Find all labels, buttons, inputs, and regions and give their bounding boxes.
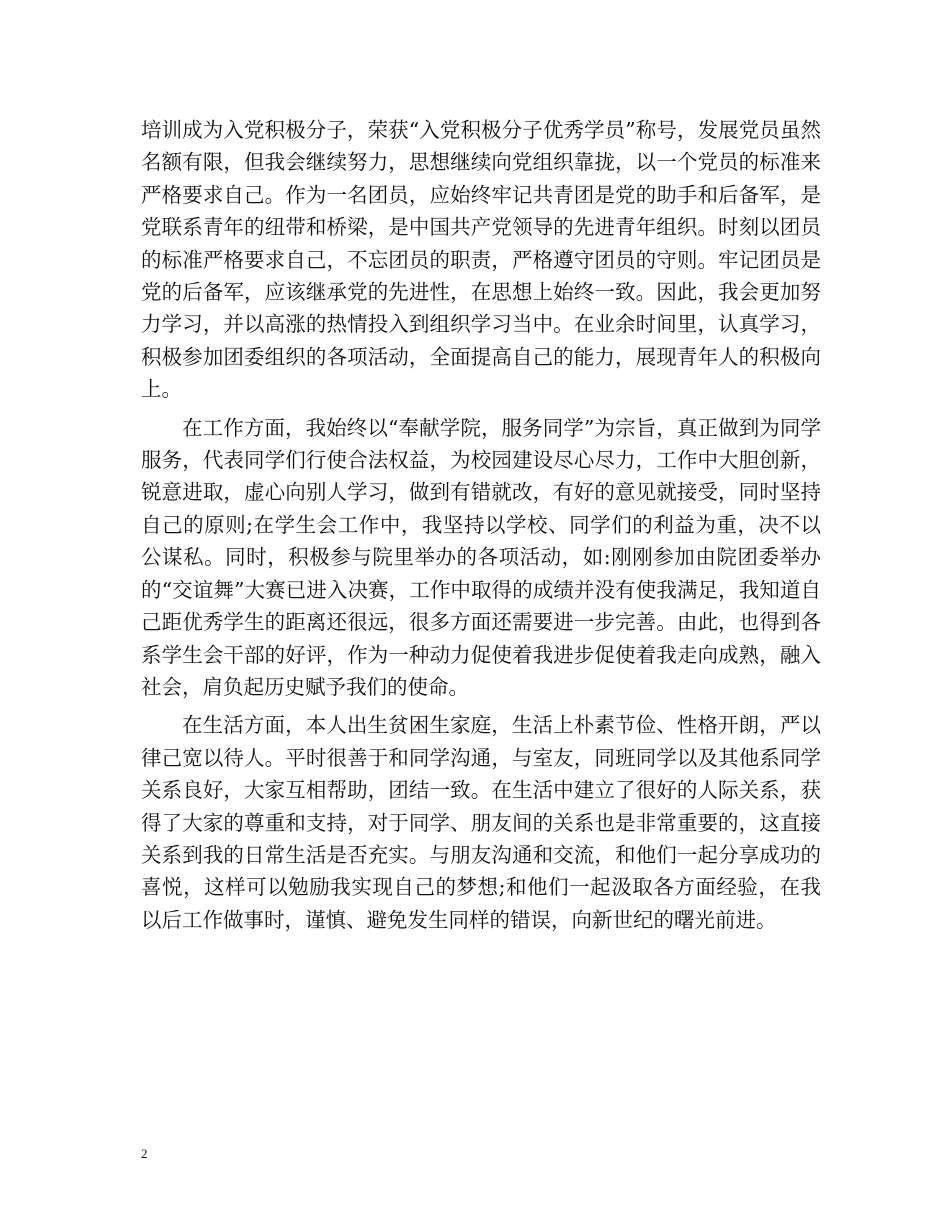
document-body (141, 114, 821, 936)
page-number: 2 (141, 1146, 148, 1161)
paragraph-continued: 培训成为入党积极分子，荣获“入党积极分子优秀学员”称号，发展党员虽然名额有限，但我会继续努力，思想继续向党组织靠拢，以一个党员的标准来严格要求自己。作为一名团员，应始终牢记共青团是党的助手和后备军，是党联系青年的纽带和桥梁，是中国共产党领导的先进青年组织。时刻以团员的标准严格要求自己，不忘团员的职责，严格遵守团员的守则。牢记团员是党的后备军，应该继承党的先进性，在思想上始终一致。因此，我会更加努力学习，并以高涨的热情投入到组织学习当中。在业余时间里，认真学习，积极参加团委组织的各项活动，全面提高自己的能力，展现青年人的积极向上。 (141, 118, 821, 402)
paragraph-life: 在生活方面，本人出生贫困生家庭，生活上朴素节俭、性格开朗，严以律己宽以待人。平时很善于和同学沟通，与室友，同班同学以及其他系同学关系良好，大家互相帮助，团结一致。在生活中建立了很好的人际关系，获得了大家的尊重和支持，对于同学、朋友间的关系也是非常重要的，这直接关系到我的日常生活是否充实。与朋友沟通和交流，和他们一起分享成功的喜悦，这样可以勉励我实现自己的梦想;和他们一起汲取各方面经验，在我以后工作做事时，谨慎、避免发生同样的错误，向新世纪的曙光前进。 (141, 713, 821, 932)
paragraph-work: 在工作方面，我始终以“奉献学院，服务同学”为宗旨，真正做到为同学服务，代表同学们行使合法权益，为校园建设尽心尽力，工作中大胆创新，锐意进取，虚心向别人学习，做到有错就改，有好的意见就接受，同时坚持自己的原则;在学生会工作中，我坚持以学校、同学们的利益为重，决不以公谋私。同时，积极参与院里举办的各项活动，如:刚刚参加由院团委举办的“交谊舞”大赛已进入决赛，工作中取得的成绩并没有使我满足，我知道自己距优秀学生的距离还很远，很多方面还需要进一步完善。由此，也得到各系学生会干部的好评，作为一种动力促使着我进步促使着我走向成熟，融入社会，肩负起历史赋予我们的使命。 (141, 415, 821, 699)
